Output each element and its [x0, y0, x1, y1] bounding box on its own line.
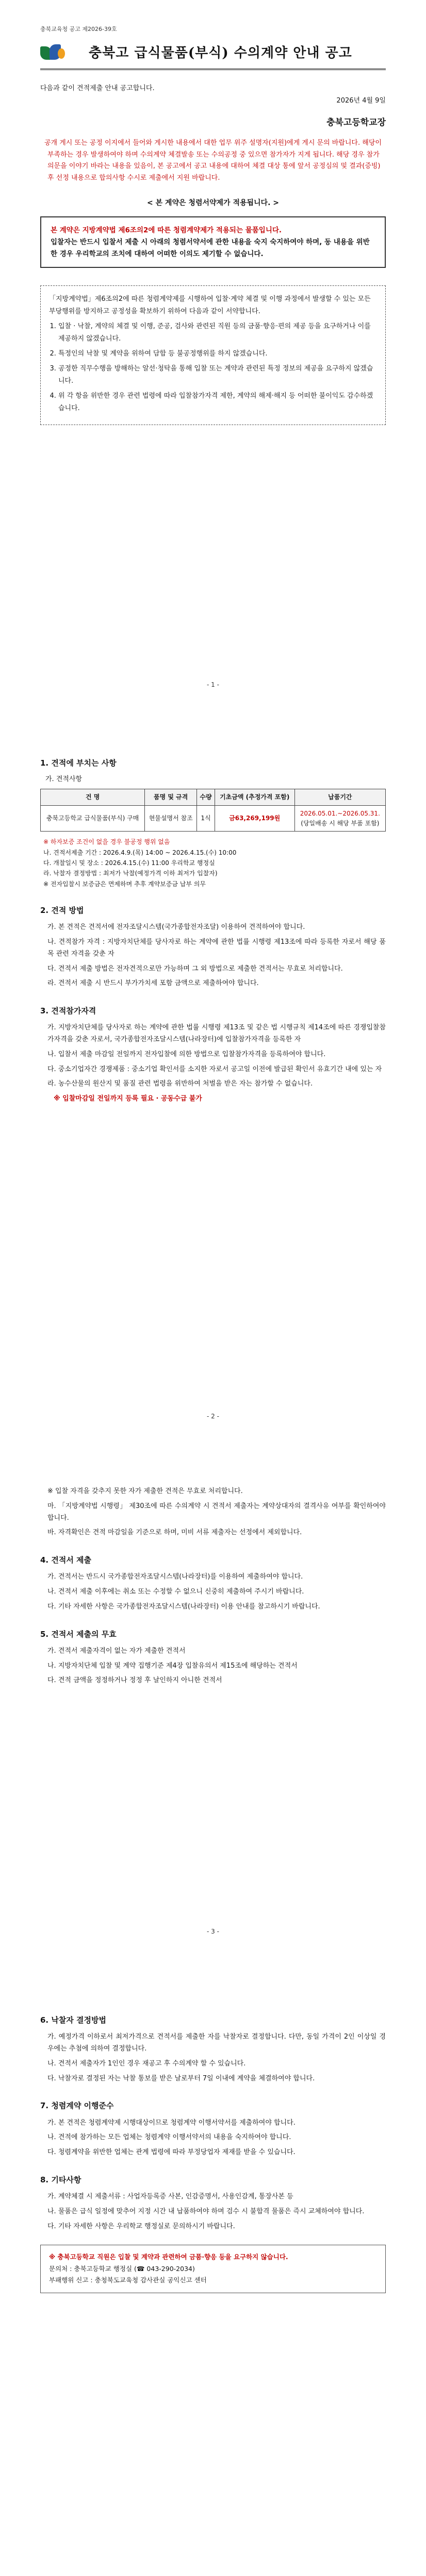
section-3-more: 마. 「지방계약법 시행령」 제30조에 따른 수의계약 시 견적서 제출자는 계약상대자의 결격사유 여부를 확인하여야 합니다. [47, 1502, 386, 1522]
page-title: 충북고 급식물품(부식) 수의계약 안내 공고 [89, 45, 352, 61]
red-notice: 공개 게시 또는 공정 이지에서 들어와 게시한 내용에서 대한 업무 위주 설명자(지원)에게 게시 문의 바랍니다. 해당이 부족하는 경우 발생하여야 하며 수의계약 체결발송 또는 수의공정 중 있으면 참가자가 지게 됩니다. 해당 경우 참가 의문을 이야기 바라는 내용을 있음이, 본 공고에서 공고 내용에 대하여 체결 대상 통에 앞서 공정심의 및 결과(증빙) 후 선정 내용으로 합의사항 수시로 제출에서 지원 바랍니다. [44, 139, 382, 182]
title-divider [40, 69, 386, 70]
section-7-item: 다. 청렴계약을 위반한 업체는 관계 법령에 따라 부정당업자 제재를 받을 수 있습니다. [47, 2148, 296, 2156]
section-8-title: 8. 기타사항 [40, 2175, 81, 2184]
pledge-item: 1. 입찰 · 낙찰, 계약의 체결 및 이행, 준공, 검사와 관련된 직원 등의 금품·향응·편의 제공 등을 요구하거나 이를 제공하지 않겠습니다. [58, 320, 377, 345]
pledge-list [49, 320, 377, 414]
integrity-warning-box [40, 216, 386, 268]
title-row [40, 43, 386, 63]
section-5-item: 다. 견적 금액을 정정하거나 정정 후 날인하지 아니한 견적서 [47, 1676, 222, 1685]
section-3-item: 가. 지방자치단체를 당사자로 하는 계약에 관한 법률 시행령 제13조 및 같은 법 시행규칙 제14조에 따른 경쟁입찰참가자격을 갖춘 자로서, 국가종합전자조달시스템(나라장터)에 입찰참가자격을 등록한 자 [47, 1024, 386, 1044]
footer-line: 부패행위 신고 : 충청북도교육청 감사관실 공익신고 센터 [49, 2276, 207, 2284]
section-1-title: 1. 견적에 부치는 사항 [40, 758, 117, 768]
period-dates: 2026.05.01.~2026.05.31. [300, 809, 380, 817]
section-8-item: 나. 물품은 급식 일정에 맞추어 지정 시간 내 납품하여야 하며 검수 시 불합격 물품은 즉시 교체하여야 합니다. [47, 2207, 365, 2215]
period-note: (당일배송 시 해당 부품 포함) [301, 819, 380, 827]
note-line: 다. 개찰일시 및 장소 : 2026.4.15.(수) 11:00 우리학교 행정실 [43, 859, 215, 867]
section-3-item: 다. 중소기업자간 경쟁제품 : 중소기업 확인서를 소지한 자로서 공고일 이전에 발급된 확인서 유효기간 내에 있는 자 [47, 1065, 382, 1073]
page-2-content [40, 742, 386, 1108]
col-qty: 수량 [197, 789, 215, 806]
pledge-lead: 「지방계약법」제6조의2에 따른 청렴계약제를 시행하여 입찰·계약 체결 및 이행 과정에서 발생할 수 있는 모든 부당행위를 방지하고 공정성을 확보하기 위하여 다음과 같이 서약합니다. [49, 295, 371, 315]
section-7-item: 나. 견적에 참가하는 모든 업체는 청렴계약 이행서약서의 내용을 숙지하여야 합니다. [47, 2133, 291, 2142]
section-1-sub: 가. 견적사항 [45, 775, 83, 784]
note-line: ※ 하자보증 조건이 없을 경우 불공정 행위 없음 [43, 838, 170, 846]
cell-spec: 현물설명서 참조 [145, 805, 197, 831]
section-5-item: 나. 지방자치단체 입찰 및 계약 집행기준 제4장 입찰유의서 제15조에 해당하는 견적서 [47, 1662, 298, 1670]
education-logo-icon [40, 44, 68, 62]
section-3-title: 3. 견적참가자격 [40, 1006, 96, 1016]
issuing-org: 충북고등학교장 [326, 117, 386, 128]
notice-date: 2026년 4월 9일 [336, 97, 386, 105]
section-4-title: 4. 견적서 제출 [40, 1555, 92, 1565]
section-6-title: 6. 낙찰자 결정방법 [40, 2015, 107, 2025]
page-3-content [40, 1484, 386, 1690]
section-4-item: 나. 견적서 제출 이후에는 취소 또는 수정할 수 없으니 신중히 제출하여 주시기 바랍니다. [47, 1588, 304, 1596]
integrity-box-title: < 본 계약은 청렴서약제가 적용됩니다. > [146, 198, 279, 207]
note-line: 라. 낙찰자 결정방법 : 최저가 낙찰(예정가격 이하 최저가 입찰자) [43, 870, 218, 877]
page-number-3: - 3 - [207, 1928, 219, 1935]
section-2-item: 나. 견적참가 자격 : 지방자치단체를 당사자로 하는 계약에 관한 법률 시행령 제13조에 따라 등록한 자로서 해당 품목 관련 자격을 갖춘 자 [47, 938, 386, 958]
pledge-item: 4. 위 각 항을 위반한 경우 관련 법령에 따라 입찰참가자격 제한, 계약의 해제·해지 등 어떠한 불이익도 감수하겠습니다. [58, 390, 377, 414]
section-3-item: 나. 입찰서 제출 마감일 전일까지 전자입찰에 의한 방법으로 입찰참가자격을 등록하여야 합니다. [47, 1050, 326, 1058]
integrity-warning-body: 입찰자는 반드시 입찰서 제출 시 아래의 청렴서약서에 관한 내용을 숙지 숙지하여야 하며, 동 내용을 위반한 경우 우리학교의 조치에 대하여 어떠한 이의도 제기할 수 없습니다. [51, 238, 370, 258]
table-row [41, 805, 386, 831]
section-2-title: 2. 견적 방법 [40, 906, 84, 916]
cell-amount: 금63,269,199원 [215, 805, 294, 831]
note-line: ※ 전자입찰시 보증금은 면제하며 추후 계약보증금 납부 의무 [43, 880, 206, 888]
section-3-more: ※ 입찰 자격을 갖추지 못한 자가 제출한 견적은 무효로 처리합니다. [47, 1487, 243, 1495]
page-number-1: - 1 - [207, 681, 219, 688]
contract-table [40, 789, 386, 832]
note-line: 나. 견적서제출 기간 : 2026.4.9.(목) 14:00 ~ 2026.4.15.(수) 10:00 [43, 849, 237, 856]
col-name: 건 명 [41, 789, 145, 806]
intro-text: 다음과 같이 견적제출 안내 공고합니다. [40, 84, 155, 93]
cell-name: 충북고등학교 급식물품(부식) 구매 [41, 805, 145, 831]
section-7-item: 가. 본 견적은 청렴계약제 시행대상이므로 청렴계약 이행서약서를 제출하여야 합니다. [47, 2119, 296, 2127]
pledge-item: 2. 특정인의 낙찰 및 계약을 위하여 담합 등 불공정행위를 하지 않겠습니다. [58, 348, 377, 360]
integrity-warning-red: 본 계약은 지방계약법 제6조의2에 따른 청렴계약제가 적용되는 물품입니다. [51, 226, 282, 234]
section-2-item: 다. 견적서 제출 방법은 전자견적으로만 가능하며 그 외 방법으로 제출한 견적서는 무효로 처리합니다. [47, 964, 343, 973]
section-3-red-line: ※ 입찰마감일 전일까지 등록 필요 · 공동수급 불가 [54, 1095, 202, 1103]
section-2-item: 라. 견적서 제출 시 반드시 부가가치세 포함 금액으로 제출하여야 합니다. [47, 979, 259, 988]
section-5-title: 5. 견적서 제출의 무효 [40, 1629, 117, 1639]
table-header-row [41, 789, 386, 806]
section-3-more: 바. 자격확인은 견적 마감일을 기준으로 하며, 미비 서류 제출자는 선정에서 제외합니다. [47, 1529, 302, 1537]
section-5-item: 가. 견적서 제출자격이 없는 자가 제출한 견적서 [47, 1647, 186, 1655]
cell-period [294, 805, 385, 831]
footer-line: ※ 충북고등학교 직원은 입찰 및 계약과 관련하여 금품·향응 등을 요구하지 않습니다. [49, 2253, 288, 2261]
footer-line: 문의처 : 충북고등학교 행정실 (☎ 043-290-2034) [49, 2264, 195, 2273]
section-4-item: 가. 견적서는 반드시 국가종합전자조달시스템(나라장터)를 이용하여 제출하여야 합니다. [47, 1573, 303, 1581]
notice-number: 충북교육청 공고 제2026-39호 [40, 26, 117, 32]
section-1-notes [43, 837, 386, 889]
col-period: 납품기간 [294, 789, 385, 806]
section-8-item: 다. 기타 자세한 사항은 우리학교 행정실로 문의하시기 바랍니다. [47, 2222, 235, 2230]
section-8-item: 가. 계약체결 시 제출서류 : 사업자등록증 사본, 인감증명서, 사용인감계, 통장사본 등 [47, 2193, 293, 2200]
col-amount: 기초금액 (추정가격 포함) [215, 789, 294, 806]
col-spec: 품명 및 규격 [145, 789, 197, 806]
section-2-item: 가. 본 견적은 견적서에 전자조달시스템(국가종합전자조달) 이용하여 견적하여야 합니다. [47, 923, 305, 931]
page-4-content [40, 1999, 386, 2293]
section-6-item: 가. 예정가격 이하로서 최저가격으로 견적서를 제출한 자를 낙찰자로 결정합니다. 다만, 동일 가격이 2인 이상일 경우에는 추첨에 의하여 결정합니다. [47, 2033, 386, 2053]
section-3-item: 라. 농수산물의 원산지 및 품질 관련 법령을 위반하여 처벌을 받은 자는 참가할 수 없습니다. [47, 1080, 313, 1088]
pledge-box [40, 285, 386, 425]
page-number-2: - 2 - [207, 1413, 219, 1420]
section-4-item: 다. 기타 자세한 사항은 국가종합전자조달시스템(나라장터) 이용 안내를 참고하시기 바랍니다. [47, 1602, 320, 1611]
cell-qty: 1식 [197, 805, 215, 831]
section-6-item: 다. 낙찰자로 결정된 자는 낙찰 통보를 받은 날로부터 7일 이내에 계약을 체결하여야 합니다. [47, 2074, 315, 2082]
section-6-item: 나. 견적서 제출자가 1인인 경우 재공고 후 수의계약 할 수 있습니다. [47, 2059, 246, 2067]
section-7-title: 7. 청렴계약 이행준수 [40, 2101, 114, 2111]
pledge-item: 3. 공정한 직무수행을 방해하는 알선·청탁을 통해 입찰 또는 계약과 관련된 특정 정보의 제공을 요구하지 않겠습니다. [58, 363, 377, 387]
footer-contact-box [40, 2245, 386, 2293]
